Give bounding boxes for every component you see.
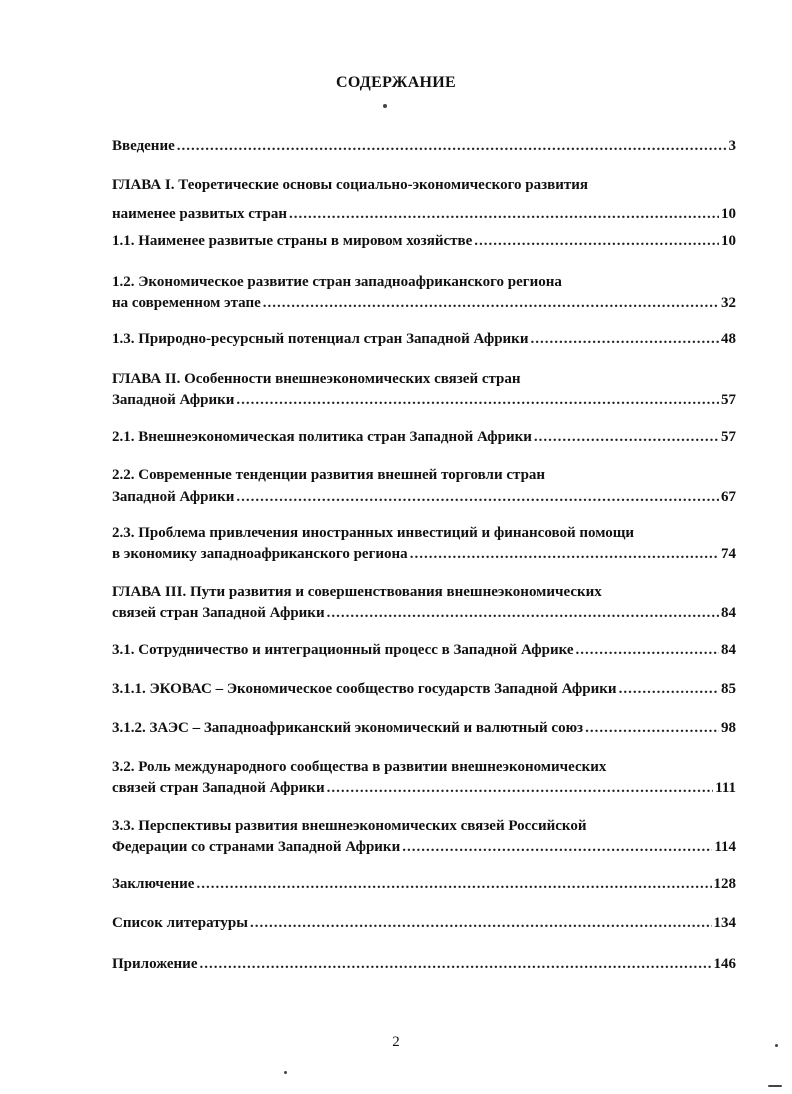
toc-line <box>112 778 736 798</box>
toc-entry-title: 3.1.2. ЗАЭС – Западноафриканский экономический и валютный союз <box>112 720 584 736</box>
toc-page-number: 32 <box>721 295 736 311</box>
toc-entry-3-2 <box>112 757 736 798</box>
toc-page-number: 57 <box>721 392 736 408</box>
toc-page-number: 10 <box>721 206 736 222</box>
toc-page-number: 84 <box>721 642 736 658</box>
toc-entry-2-3 <box>112 523 736 564</box>
toc-entry-title-line2: наименее развитых стран <box>112 206 288 222</box>
dot-leader <box>196 874 711 894</box>
toc-entry-title: 1.1. Наименее развитые страны в мировом хозяйстве <box>112 233 473 249</box>
toc-line <box>112 231 736 251</box>
toc-page-number: 85 <box>721 681 736 697</box>
toc-entry-title: Список литературы <box>112 915 248 931</box>
scan-speck <box>768 1085 782 1087</box>
toc-entry-2-2 <box>112 465 736 507</box>
toc-line <box>112 544 736 564</box>
toc-line <box>112 913 736 933</box>
toc-entry-title-line2: Западной Африки <box>112 489 235 505</box>
toc-page-number: 111 <box>715 780 736 796</box>
toc-entry-title-line1: 1.2. Экономическое развитие стран западноафриканского региона <box>112 274 562 290</box>
toc-page-number: 98 <box>721 720 736 736</box>
page-number: 2 <box>392 1034 400 1050</box>
toc-line <box>112 874 736 894</box>
toc-entry-chapter-1 <box>112 175 736 224</box>
scan-speck <box>775 1044 778 1047</box>
toc-entry-bibliography <box>112 913 736 933</box>
toc-entry-introduction <box>112 136 736 156</box>
toc-entry-appendix <box>112 954 736 974</box>
dot-leader <box>177 136 727 156</box>
toc-entry-3-3 <box>112 816 736 857</box>
toc-entry-title-line2: Федерации со странами Западной Африки <box>112 839 401 855</box>
dot-leader <box>250 913 712 933</box>
dot-leader <box>585 718 719 738</box>
dot-leader <box>236 487 719 507</box>
toc-entry-title: 3.1.1. ЭКОВАС – Экономическое сообщество государств Западной Африки <box>112 681 617 697</box>
toc-line <box>112 293 736 313</box>
dot-leader <box>327 778 714 798</box>
toc-entry-title-line2: связей стран Западной Африки <box>112 605 325 621</box>
toc-entry-title: Введение <box>112 138 175 154</box>
toc-entry-chapter-2 <box>112 369 736 410</box>
toc-entry-title-line2: Западной Африки <box>112 392 235 408</box>
toc-entry-3-1-1 <box>112 679 736 699</box>
toc-entry-title: 3.1. Сотрудничество и интеграционный процесс в Западной Африке <box>112 642 574 658</box>
toc-line <box>112 329 736 349</box>
dot-leader <box>534 427 719 447</box>
scan-speck <box>284 1071 287 1074</box>
toc-line <box>112 954 736 974</box>
toc-entry-chapter-3 <box>112 582 736 623</box>
toc-page-number: 74 <box>721 546 736 562</box>
toc-entry-title: Приложение <box>112 956 198 972</box>
toc-entry-title-line1: ГЛАВА I. Теоретические основы социально-экономического развития <box>112 177 589 193</box>
toc-line <box>112 136 736 156</box>
toc-entry-title-line2: на современном этапе <box>112 295 261 311</box>
toc-page-number: 84 <box>721 605 736 621</box>
toc-page-number: 57 <box>721 429 736 445</box>
toc-entry-1-1 <box>112 231 736 251</box>
toc-entry-3-1 <box>112 640 736 660</box>
toc-line <box>112 718 736 738</box>
toc-entry-title-line1: 3.3. Перспективы развития внешнеэкономических связей Российской <box>112 818 587 834</box>
toc-entry-title-line1: 2.3. Проблема привлечения иностранных инвестиций и финансовой помощи <box>112 525 635 541</box>
toc-entry-1-2 <box>112 272 736 313</box>
dot-leader <box>619 679 719 699</box>
toc-page-number: 3 <box>728 138 736 154</box>
toc-page-number: 134 <box>713 915 736 931</box>
page-title: СОДЕРЖАНИЕ <box>335 74 457 91</box>
toc-line <box>112 837 736 857</box>
toc-entry-title-line1: ГЛАВА II. Особенности внешнеэкономических связей стран <box>112 371 521 387</box>
dot-leader <box>576 640 719 660</box>
toc-entry-title-line1: 3.2. Роль международного сообщества в развитии внешнеэкономических <box>112 759 607 775</box>
dot-leader <box>474 231 719 251</box>
toc-page-number: 146 <box>713 956 736 972</box>
dot-leader <box>530 329 719 349</box>
toc-page-number: 67 <box>721 489 736 505</box>
toc-entry-title-line1: ГЛАВА III. Пути развития и совершенствования внешнеэкономических <box>112 584 602 600</box>
toc-entry-3-1-2 <box>112 718 736 738</box>
toc-entry-title: Заключение <box>112 876 195 892</box>
toc-line <box>112 603 736 623</box>
toc-line <box>112 679 736 699</box>
toc-entry-1-3 <box>112 329 736 349</box>
dot-leader <box>410 544 719 564</box>
dot-leader <box>327 603 719 623</box>
toc-line <box>112 390 736 410</box>
dot-leader <box>236 390 719 410</box>
toc-entry-title-line2: связей стран Западной Африки <box>112 780 325 796</box>
toc-entry-title-line1: 2.2. Современные тенденции развития внешней торговли стран <box>112 467 546 483</box>
toc-entry-conclusion <box>112 874 736 894</box>
dot-leader <box>199 954 711 974</box>
toc-page-number: 128 <box>713 876 736 892</box>
toc-entry-2-1 <box>112 427 736 447</box>
toc-entry-title: 1.3. Природно-ресурсный потенциал стран Западной Африки <box>112 331 529 347</box>
toc-line <box>112 487 736 507</box>
toc-line <box>112 204 736 224</box>
toc-entry-title: 2.1. Внешнеэкономическая политика стран Западной Африки <box>112 429 532 445</box>
toc-page-number: 114 <box>714 839 736 855</box>
toc-entry-title-line2: в экономику западноафриканского региона <box>112 546 408 562</box>
toc-page-number: 10 <box>721 233 736 249</box>
scan-speck <box>383 104 387 108</box>
dot-leader <box>402 837 712 857</box>
dot-leader <box>289 204 719 224</box>
toc-line <box>112 427 736 447</box>
toc-page-number: 48 <box>721 331 736 347</box>
dot-leader <box>263 293 719 313</box>
toc-line <box>112 640 736 660</box>
